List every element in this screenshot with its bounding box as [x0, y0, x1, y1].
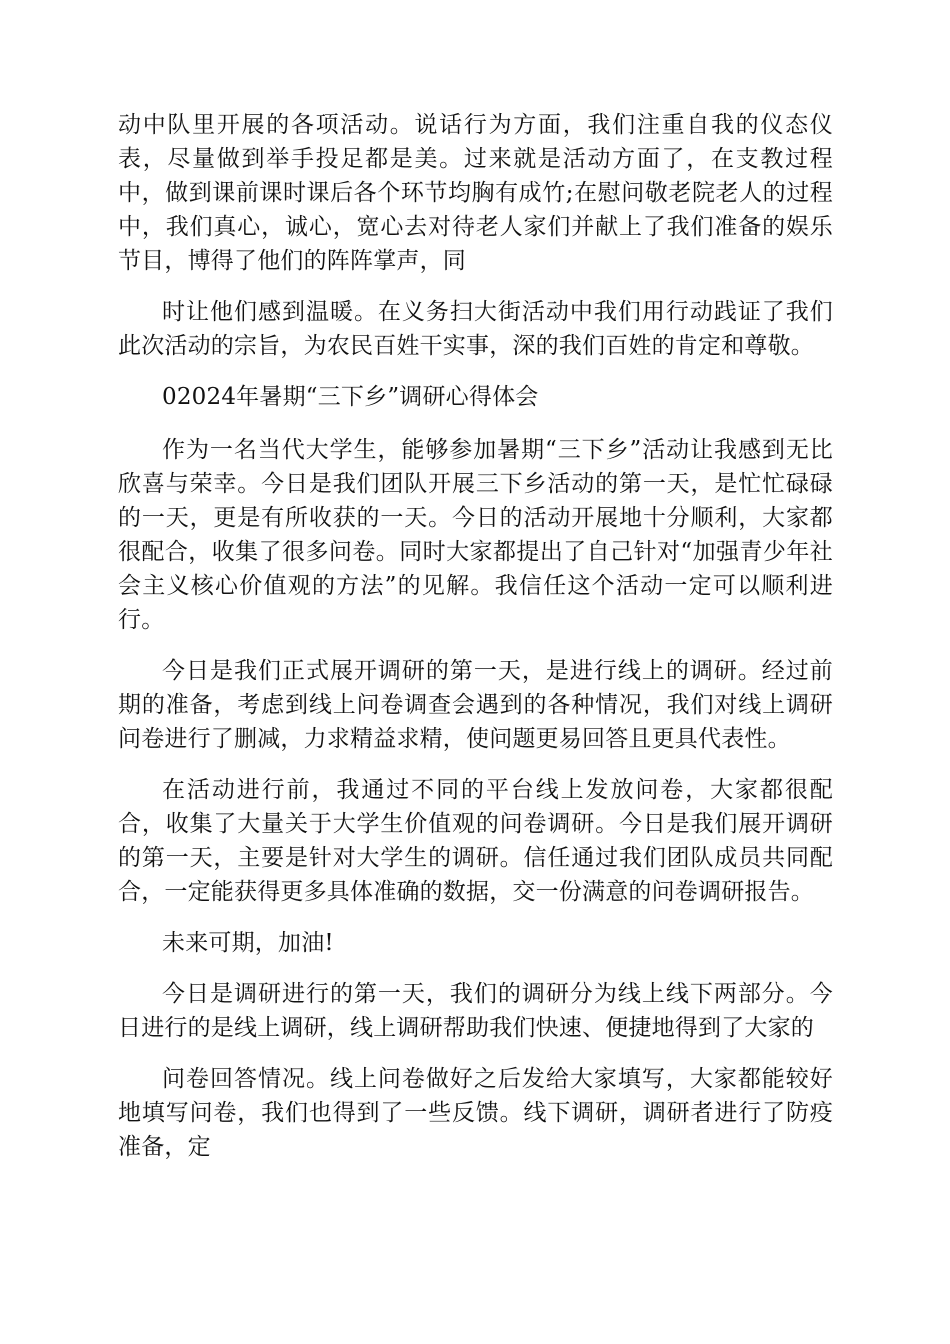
paragraph-warmth: 时让他们感到温暖。在义务扫大街活动中我们用行动践证了我们此次活动的宗旨，为农民百姓干实事，深的我们百姓的肯定和尊敬。: [118, 299, 833, 359]
paragraph-questionnaire: 在活动进行前，我通过不同的平台线上发放问卷，大家都很配合，收集了大量关于大学生价值观的问卷调研。今日是我们展开调研的第一天，主要是针对大学生的调研。信任通过我们团队成员共同配合，一定能获得更多具体准确的数据，交一份满意的问卷调研报告。: [118, 777, 833, 905]
paragraph-activities-continued: 动中队里开展的各项活动。说话行为方面，我们注重自我的仪态仪表，尽量做到举手投足都是美。过来就是活动方面了，在支教过程中，做到课前课时课后各个环节均胸有成竹;在慰问敬老院老人的过程中，我们真心，诚心，宽心去对待老人家们并献上了我们准备的娱乐节目，博得了他们的阵阵掌声，同: [118, 112, 833, 274]
paragraph-online-research: 今日是我们正式展开调研的第一天，是进行线上的调研。经过前期的准备，考虑到线上问卷调查会遇到的各种情况，我们对线上调研问卷进行了删减，力求精益求精，使问题更易回答且更具代表性。: [118, 658, 833, 752]
document-page: [118, 108, 833, 1181]
paragraph-motto: 未来可期，加油!: [162, 930, 334, 956]
paragraph-student-intro: 作为一名当代大学生，能够参加暑期“三下乡”活动让我感到无比欣喜与荣幸。今日是我们团队开展三下乡活动的第一天，是忙忙碌碌的一天，更是有所收获的一天。今日的活动开展地十分顺利，大家都很配合，收集了很多问卷。同时大家都提出了自己针对“加强青少年社会主义核心价值观的方法”的见解。我信任这个活动一定可以顺利进行。: [118, 437, 833, 633]
paragraph-first-day: 今日是调研进行的第一天，我们的调研分为线上线下两部分。今日进行的是线上调研，线上调研帮助我们快速、便捷地得到了大家的: [118, 981, 833, 1041]
section-title: 02024年暑期“三下乡”调研心得体会: [162, 384, 539, 410]
paragraph-questionnaire-answers: 问卷回答情况。线上问卷做好之后发给大家填写，大家都能较好地填写问卷，我们也得到了一些反馈。线下调研，调研者进行了防疫准备，定: [118, 1066, 833, 1160]
